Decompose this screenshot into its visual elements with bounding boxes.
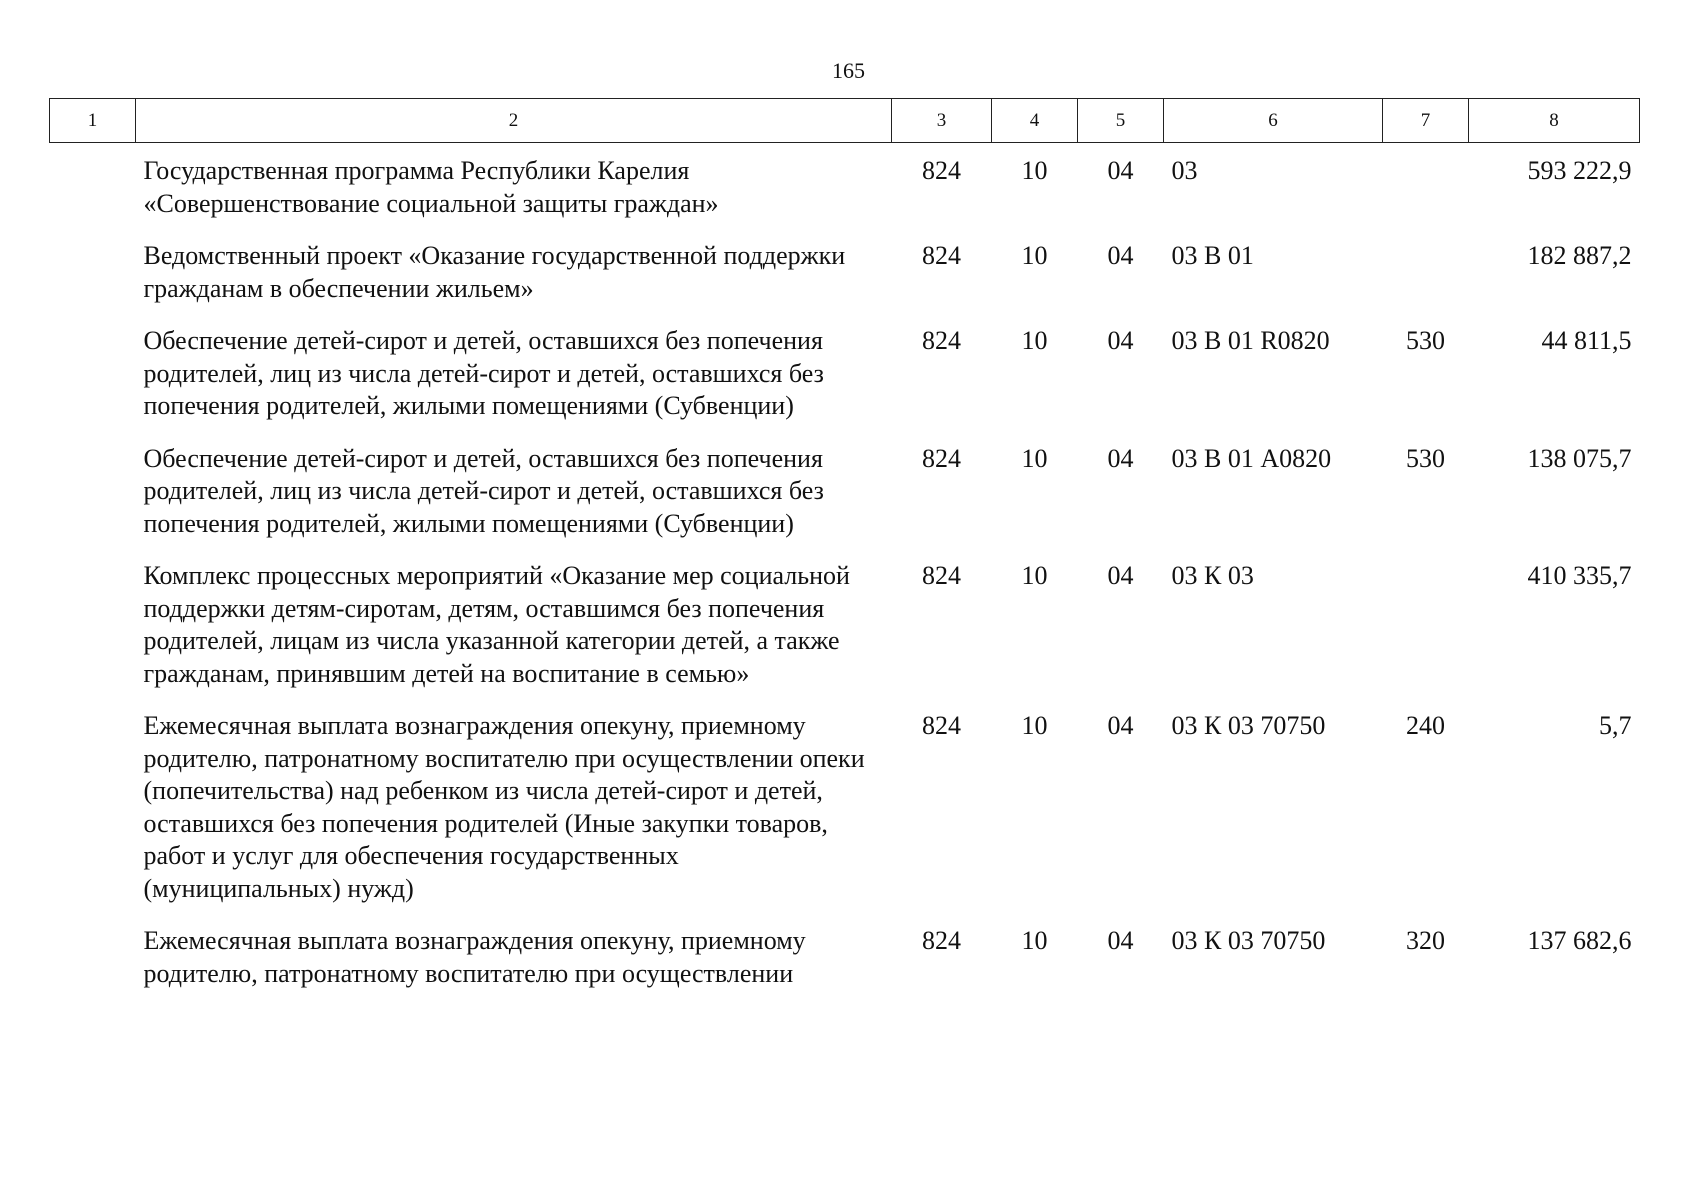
table-row (50, 913, 1640, 998)
row-col1-empty (50, 698, 136, 913)
row-col7: 240 (1406, 711, 1445, 740)
header-col-3: 3 (892, 99, 992, 143)
row-col1-empty (50, 313, 136, 431)
table-header (50, 99, 1640, 143)
header-col-7: 7 (1383, 99, 1469, 143)
row-col5: 04 (1107, 926, 1134, 955)
row-col7 (1383, 548, 1469, 698)
row-col8: 138 075,7 (1527, 443, 1632, 473)
row-description: Государственная программа Республики Карелия «Совершенствование социальной защиты граждан» (143, 156, 719, 218)
table-body (50, 143, 1640, 999)
header-col-1: 1 (50, 99, 136, 143)
row-description: Обеспечение детей-сирот и детей, оставшихся без попечения родителей, лиц из числа детей-сирот и детей, оставшихся без попечения родителей, жилыми помещениями (Субвенции) (143, 326, 824, 420)
row-col4: 10 (1021, 561, 1048, 590)
row-col8: 593 222,9 (1527, 156, 1632, 185)
row-col1-empty (50, 228, 136, 313)
row-col4: 10 (1021, 926, 1048, 955)
budget-table (49, 98, 1640, 998)
row-col7 (1383, 143, 1469, 229)
row-col8: 182 887,2 (1527, 241, 1632, 270)
row-col3: 824 (922, 711, 961, 740)
row-col1-empty (50, 913, 136, 998)
row-description: Ежемесячная выплата вознаграждения опекуну, приемному родителю, патронатному воспитателю при осуществлении опеки (попечительства) над ребенком из числа детей-сирот и детей, оставшихся без попечения родителей (Иные закупки товаров, работ и услуг для обеспечения государственных (муниципальных) нужд) (143, 711, 865, 903)
row-col3: 824 (922, 561, 961, 590)
row-col5: 04 (1107, 561, 1134, 590)
row-col3: 824 (922, 443, 961, 473)
row-col5: 04 (1107, 443, 1134, 473)
header-row (50, 99, 1640, 143)
row-col7: 530 (1406, 443, 1445, 473)
row-col3: 824 (922, 156, 961, 185)
row-col6: 03 В 01 R0820 (1171, 326, 1330, 355)
row-col5: 04 (1107, 711, 1134, 740)
row-col7 (1383, 228, 1469, 313)
table-row (50, 698, 1640, 913)
table-row (50, 313, 1640, 431)
row-col3: 824 (922, 326, 961, 355)
row-col5: 04 (1107, 156, 1134, 185)
page-number: 165 (832, 58, 865, 83)
row-col3: 824 (922, 926, 961, 955)
table-row (50, 228, 1640, 313)
row-col3: 824 (922, 241, 961, 270)
row-description: Ежемесячная выплата вознаграждения опекуну, приемному родителю, патронатному воспитателю при осуществлении (143, 926, 806, 988)
header-col-4: 4 (992, 99, 1078, 143)
row-col8: 44 811,5 (1541, 326, 1632, 355)
header-col-6: 6 (1164, 99, 1383, 143)
header-col-5: 5 (1078, 99, 1164, 143)
row-col1-empty (50, 431, 136, 549)
row-col7: 320 (1406, 926, 1445, 955)
row-col6: 03 В 01 А0820 (1171, 443, 1332, 473)
table-row (50, 143, 1640, 229)
header-col-8: 8 (1469, 99, 1640, 143)
header-col-2: 2 (136, 99, 892, 143)
row-col6: 03 К 03 70750 (1171, 926, 1326, 955)
row-col4: 10 (1021, 326, 1048, 355)
table-row (50, 548, 1640, 698)
row-col4: 10 (1021, 443, 1048, 473)
row-col5: 04 (1107, 326, 1134, 355)
row-col8: 410 335,7 (1527, 561, 1632, 590)
row-col5: 04 (1107, 241, 1134, 270)
row-col4: 10 (1021, 156, 1048, 185)
row-col1-empty (50, 143, 136, 229)
row-description: Комплекс процессных мероприятий «Оказание мер социальной поддержки детям-сиротам, детям, оставшимся без попечения родителей, лицам из числа указанной категории детей, а также гражданам, принявшим детей на воспитание в семью» (143, 561, 850, 688)
row-description: Ведомственный проект «Оказание государственной поддержки гражданам в обеспечении жильем» (143, 241, 846, 303)
row-col6: 03 В 01 (1171, 241, 1254, 270)
row-description: Обеспечение детей-сирот и детей, оставшихся без попечения родителей, лиц из числа детей-сирот и детей, оставшихся без попечения родителей, жилыми помещениями (Субвенции) (143, 443, 824, 538)
row-col6: 03 К 03 70750 (1171, 711, 1326, 740)
row-col8: 137 682,6 (1527, 926, 1632, 955)
table-row (50, 431, 1640, 549)
row-col4: 10 (1021, 241, 1048, 270)
row-col1-empty (50, 548, 136, 698)
row-col4: 10 (1021, 711, 1048, 740)
row-col8: 5,7 (1599, 711, 1632, 740)
row-col6: 03 (1171, 156, 1198, 185)
row-col7: 530 (1406, 326, 1445, 355)
row-col6: 03 К 03 (1171, 561, 1254, 590)
